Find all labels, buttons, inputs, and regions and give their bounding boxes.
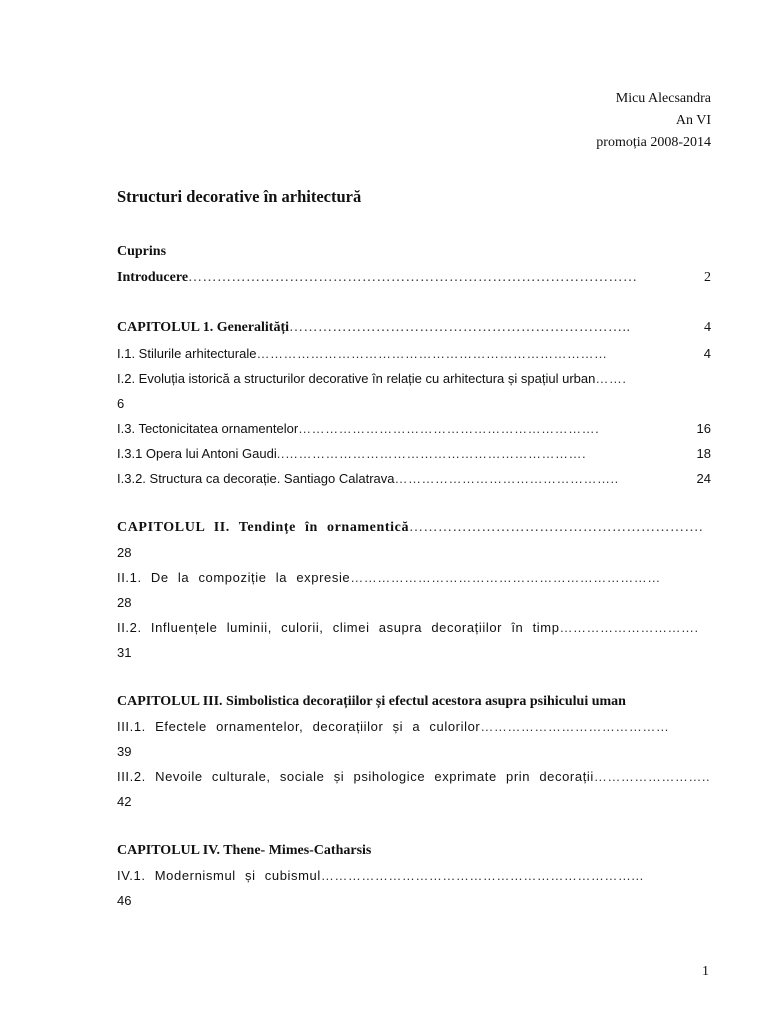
toc-entry-page: 46 (117, 893, 132, 908)
toc-entry-dots: …………………………………………………………… (350, 570, 661, 585)
toc-entry-dots: …………………………………… (480, 719, 670, 734)
toc-entry-label: II.2. Influențele luminii, culorii, climei asupra decorațiilor în timp (117, 620, 560, 635)
toc-entry-label: III.2. Nevoile culturale, sociale și psihologice exprimate prin decorații (117, 769, 594, 784)
toc-entry-dots: …………………………………………………………………… (256, 346, 608, 361)
document-title: Structuri decorative în arhitectură (117, 187, 362, 206)
toc-entry-page: 2 (704, 270, 711, 285)
toc-entry-label: I.3. Tectonicitatea ornamentelor (117, 421, 299, 436)
toc-entry-dots: …………………………………………………………….. (289, 320, 631, 335)
toc-entry-label: I.3.2. Structura ca decorație. Santiago Calatrava (117, 471, 395, 486)
toc-entry-label: I.2. Evoluția istorică a structurilor decorative în relație cu arhitectura și spațiul urban (117, 371, 596, 386)
toc-entry-page: 16 (696, 421, 711, 436)
toc-entry-page: 28 (117, 545, 132, 560)
toc-entry-dots: …………………………………………………………. (298, 421, 600, 436)
toc-entry-label: CAPITOLUL 1. Generalități (117, 320, 290, 335)
toc-entry-label: CAPITOLUL III. Simbolistica decorațiilor și efectul acestora asupra psihicului uman (117, 694, 626, 709)
toc-entry-i-2[interactable] (117, 369, 711, 389)
page-number: 1 (702, 964, 709, 979)
toc-entry-iii-1[interactable] (117, 717, 711, 737)
toc-entry-dots: ………………………………………………………………………………… (188, 270, 638, 285)
author-promo: promoția 2008-2014 (596, 135, 711, 150)
toc-entry-dots: ………………………………………….. (394, 471, 619, 486)
toc-entry-capitolul-2[interactable] (117, 518, 711, 538)
author-year: An VI (675, 113, 711, 128)
toc-entry-page: 4 (703, 346, 711, 361)
toc-entry-label: I.3.1 Opera lui Antoni Gaudi (117, 446, 277, 461)
toc-entry-dots: …………………….. (593, 769, 711, 784)
toc-entry-label: I.1. Stilurile arhitecturale (117, 346, 257, 361)
toc-entry-capitolul-3[interactable] (117, 692, 711, 712)
toc-entry-dots: ……. (595, 371, 627, 386)
toc-entry-label: III.1. Efectele ornamentelor, decorațiilor și a culorilor (117, 719, 481, 734)
toc-entry-dots: ……………………………………………………. (409, 520, 704, 535)
author-block (596, 88, 711, 154)
toc-entry-iv-1[interactable] (117, 866, 711, 886)
toc-entry-page: 18 (696, 446, 711, 461)
toc-entry-dots: ……………………………………………………………... (320, 868, 644, 883)
toc-entry-i-3-1[interactable] (117, 444, 711, 464)
toc-entry-label: CAPITOLUL II. Tendințe în ornamentică (117, 520, 410, 535)
toc-entry-label: Introducere (117, 270, 189, 285)
toc-entry-page: 24 (696, 471, 711, 486)
toc-entry-introducere[interactable] (117, 268, 711, 288)
toc-entry-page: 39 (117, 744, 132, 759)
toc-heading: Cuprins (117, 244, 167, 259)
toc-entry-page: 42 (117, 794, 132, 809)
toc-entry-dots: …………………………. (559, 620, 699, 635)
toc-entry-i-1[interactable] (117, 344, 711, 364)
toc-entry-ii-2[interactable] (117, 618, 711, 638)
toc-entry-capitolul-1[interactable] (117, 318, 711, 338)
toc-entry-label: CAPITOLUL IV. Thene- Mimes-Catharsis (117, 843, 372, 858)
toc-entry-page: 31 (117, 645, 132, 660)
toc-entry-ii-1[interactable] (117, 568, 711, 588)
toc-entry-i-3[interactable] (117, 419, 711, 439)
toc-entry-i-3-2[interactable] (117, 469, 711, 489)
author-name: Micu Alecsandra (615, 91, 711, 106)
toc-entry-label: IV.1. Modernismul și cubismul (117, 868, 321, 883)
toc-entry-iii-2[interactable] (117, 767, 711, 787)
toc-entry-dots: ..…………………………………………………………. (276, 446, 587, 461)
toc-entry-page: 28 (117, 595, 132, 610)
toc-entry-label: II.1. De la compoziție la expresie (117, 570, 351, 585)
toc-entry-page: 6 (117, 396, 125, 411)
toc-entry-page: 4 (704, 320, 711, 335)
toc-entry-capitolul-4[interactable] (117, 841, 711, 861)
